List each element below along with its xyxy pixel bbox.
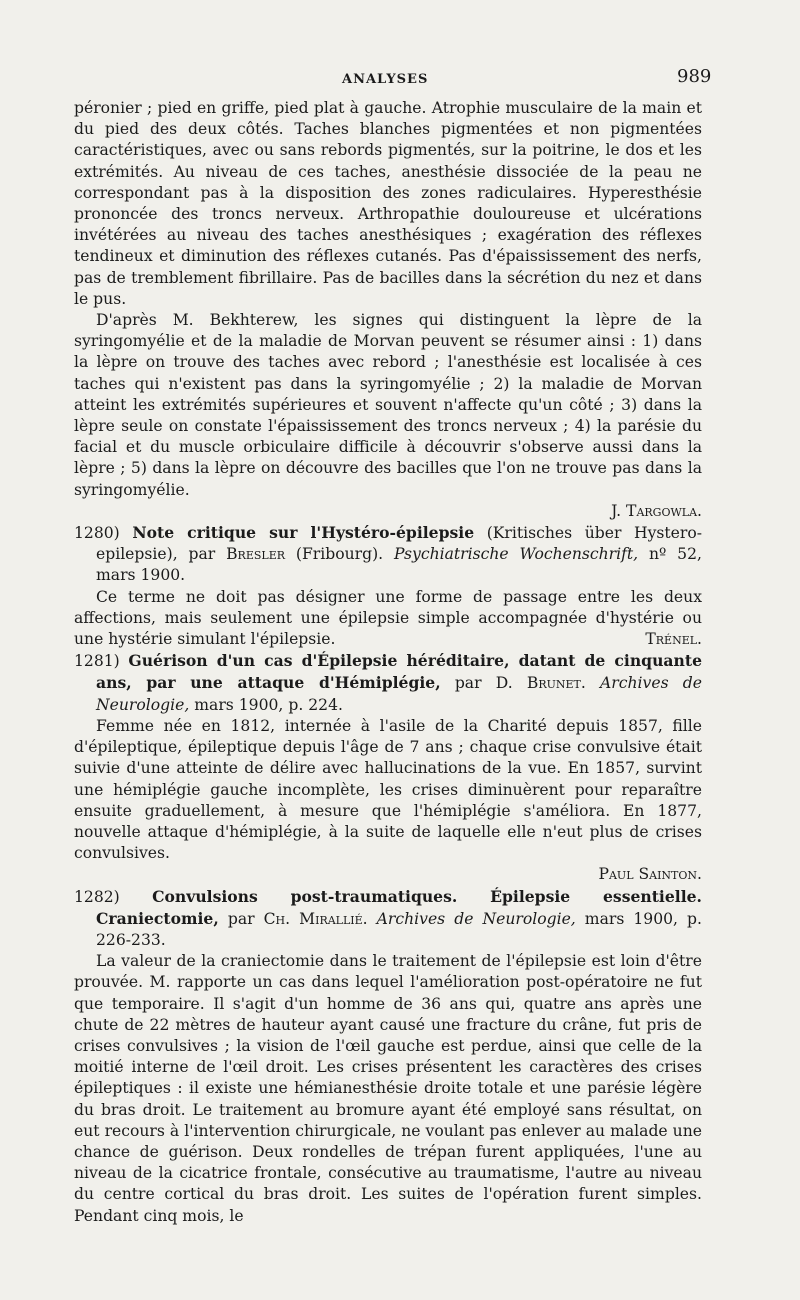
entry-reference: par [440,674,496,693]
paragraph: D'après M. Bekhterew, les signes qui distinguent la lèpre de la syringomyélie et de la maladie de Morvan peuvent se résumer ainsi : 1) dans la lèpre on trouve des taches avec rebord ; l'anesthésie est localisée à ces taches qui n'existent pas dans la syringomyélie ; 2) la maladie de Morvan atteint les extrémités supérieures et souvent n'affecte qu'un côté ; 3) dans la lèpre seule on constate l'épaississement des troncs nerveux ; 4) la parésie du facial et du muscle orbiculaire difficile à découvrir s'observe aussi dans la lèpre ; 5) dans la lèpre on découvre des bacilles que l'on ne trouve pas dans la syringomyélie. [74,311,702,499]
signature: J. Targowla. [611,501,702,520]
running-title: ANALYSES [342,72,429,87]
entry-reference: . [580,674,601,693]
entry-number: 1282) [74,887,120,906]
paragraph [74,587,702,651]
entry-title: Convulsions post-traumatiques. Épilepsie essentielle. Craniectomie, [96,886,702,928]
entry-reference: . [362,909,377,928]
entry-title: Guérison d'un cas d'Épilepsie héréditaire, datant de cinquante ans, par une attaque d'Hémiplégie, [96,651,702,693]
abstract-heading [74,650,702,716]
entry-text: Ce terme ne doit pas désigner une forme de passage entre les deux affections, mais seulement une épilepsie simple accompagnée d'hystérie ou une hystérie simulant l'épilepsie. [74,587,702,649]
abstract-heading [74,886,702,952]
page-body [74,98,702,1227]
entry-journal: Archives de Neurologie, [376,909,576,928]
entry-reference: mars 1900, p. 226-233. [96,909,702,949]
paragraph: Femme née en 1812, internée à l'asile de la Charité depuis 1857, fille d'épileptique, épileptique depuis l'âge de 7 ans ; chaque crise convulsive était suivie d'une atteinte de délire avec hallucinations de la vue. En 1857, survint une hémiplégie gauche incomplète, les crises diminuèrent pour reparaître ensuite graduellement, à mesure que l'hémiplégie s'améliora. En 1877, nouvelle attaque d'hémiplégie, à la suite de laquelle elle n'eut plus de crises convulsives. [74,716,702,863]
entry-reference: par [218,909,264,928]
entry-reference: (Kritisches über Hystero-epilepsie), par [96,524,702,564]
signature: Paul Sainton. [598,865,702,884]
entry-author: Ch. Mirallié [263,909,363,928]
entry-author: D. Brunet [495,674,581,693]
entry-reference: (Fribourg). [285,545,394,564]
paragraph-continued: péronier ; pied en griffe, pied plat à gauche. Atrophie musculaire de la main et du pied des deux côtés. Taches blanches pigmentées et non pigmentées caractéristiques, avec ou sans rebords pigmentés, sur la poitrine, le dos et les extrémités. Au niveau de ces taches, anesthésie dissociée de la peau ne correspondant pas à la disposition des zones radiculaires. Hyperesthésie prononcée des troncs nerveux. Arthropathie douloureuse et ulcérations invétérées au niveau des taches anesthésiques ; exagération des réflexes tendineux et diminution des réflexes cutanés. Pas d'épaississement des nerfs, pas de tremblement fibrillaire. Pas de bacilles dans la sécrétion du nez et dans le pus. [74,99,702,308]
entry-author: Bresler [226,545,286,564]
entry-reference: mars 1900, p. 224. [189,695,343,714]
signature: Trénel. [645,630,702,649]
page-number: 989 [677,66,712,87]
page-header [0,66,800,96]
entry-journal: Archives de Neurologie, [96,674,702,714]
abstract-heading [74,522,702,587]
paragraph: La valeur de la craniectomie dans le traitement de l'épilepsie est loin d'être prouvée. M. rapporte un cas dans lequel l'amélioration post-opératoire ne fut que temporaire. Il s'agit d'un homme de 36 ans qui, quatre ans après une chute de 22 mètres de hauteur ayant causé une fracture du crâne, fut pris de crises convulsives ; la vision de l'œil gauche est perdue, ainsi que celle de la moitié interne de l'œil droit. Les crises présentent les caractères des crises épileptiques : il existe une hémianesthésie droite totale et une parésie légère du bras droit. Le traitement au bromure ayant été employé sans résultat, on eut recours à l'intervention chirurgicale, ne voulant pas enlever au malade une chance de guérison. Deux rondelles de trépan furent appliquées, l'une au niveau de la cicatrice frontale, consécutive au traumatisme, l'autre au niveau du centre cortical du bras droit. Les suites de l'opération furent simples. Pendant cinq mois, le [74,952,702,1225]
entry-title: Note critique sur l'Hystéro-épilepsie [132,523,475,543]
entry-number: 1281) [74,652,120,671]
entry-reference: nº 52, mars 1900. [96,545,702,585]
entry-journal: Psychiatrische Wochenschrift, [393,545,639,564]
entry-number: 1280) [74,524,120,543]
